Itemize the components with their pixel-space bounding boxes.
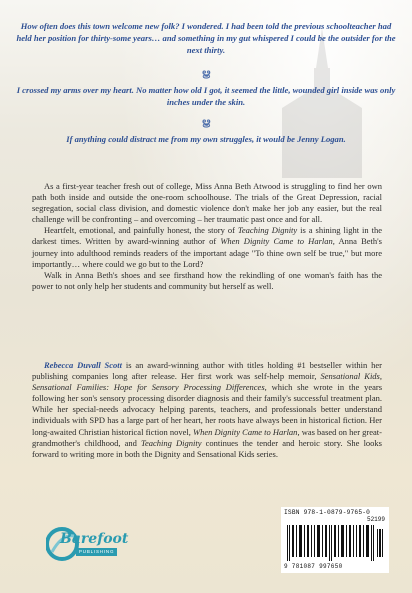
author-name: Rebecca Duvall Scott [44,360,123,370]
author-paragraph [32,360,382,460]
text-run: , Anna Beth's journey into adulthood reminds readers of the important adage "To thine own self be true," but more importantly… where could we go but to the Lord? [32,236,382,269]
book-synopsis [32,181,382,292]
barcode [281,507,389,573]
isbn-text: ISBN 978-1-0879-9765-0 [284,509,371,516]
pull-quote-1: How often does this town welcome new folk? I wondered. I had been told the previous schoolteacher had held her position for thirty-some years… and something in my gut whispered I could be the outsider for the next thirty. [16,21,396,56]
text-run: , which she wrote in the years following her son's sensory processing disorder diagnosis and their family's successful treatment plan. While her special-needs advocacy helping parents, teachers, and professionals better understand individuals with SPD has a large part of her heart, her roots have always been in historical fiction. Her long-awaited Christian historical fiction novel, [32,382,383,437]
book-title: Teaching Dignity [237,225,298,236]
pull-quote-2: I crossed my arms over my heart. No matter how old I got, it seemed the little, wounded girl inside was only inches under the skin. [16,85,396,108]
text-run: Heartfelt, emotional, and painfully honest, the story of [44,225,238,236]
book-title: Sensational Kids, Sensational Families: Hope for Sensory Processing Differences [32,371,382,393]
synopsis-paragraph: Walk in Anna Beth's shoes and see firsthand how the rekindling of one woman's faith has the power to not only help her students and community but herself as well. [32,269,382,291]
publisher-name: Barefoot [60,531,129,547]
book-title: When Dignity Came to Harlan [220,236,333,247]
barcode-bars-icon [285,525,385,561]
book-title: Teaching Dignity [141,437,202,448]
synopsis-paragraph: As a first-year teacher fresh out of college, Miss Anna Beth Atwood is struggling to find her own path both inside and outside the one-room schoolhouse. The trials of the Great Depression, racial segregation, social class division, and domestic violence don't make her job any easier, but the real challenge will be confronting – and overcoming – her traumatic past once and for all. [32,181,382,225]
text-run: continues the tender and heroic story. She looks forward to writing more in both the Dignity and Sensational Kids series. [32,437,382,459]
barcode-addon: 52199 [366,516,385,523]
synopsis-paragraph [32,225,382,269]
pull-quote-3: If anything could distract me from my own struggles, it would be Jenny Logan. [66,134,346,144]
text-run: , was based on her great-grandmother's childhood, and [32,426,382,448]
ornament-icon: ൠ [201,117,211,128]
publisher-subtitle: PUBLISHING [76,548,117,556]
book-title: When Dignity Came to Harlan [193,426,298,437]
author-bio [32,360,382,460]
text-run: is an award-winning author with titles holding #1 bestseller within her publishing companies long after release. Her first work was self-help memoir, [32,360,382,382]
ornament-icon: ൠ [201,68,211,79]
text-run: is a shining light in the darkest times. Written by award-winning author of [32,225,382,247]
barcode-number: 9 781087 997650 [284,563,343,570]
